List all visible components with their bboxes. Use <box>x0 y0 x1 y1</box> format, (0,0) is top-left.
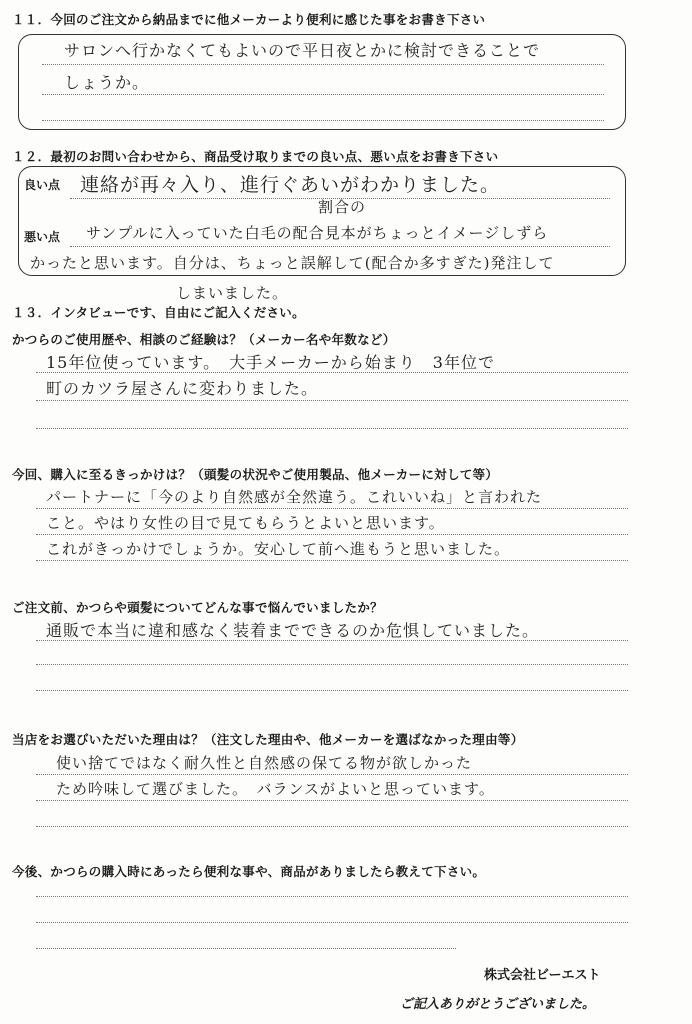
ruled-line <box>42 94 604 95</box>
company-name: 株式会社ビーエスト <box>484 968 601 983</box>
ruled-line <box>70 246 610 247</box>
sub-question-worries: ご注文前、かつらや頭髪についてどんな事で悩んでいましたか？ <box>12 600 383 615</box>
good-point-answer: 連絡が再々入り、進行ぐあいがわかりました。 <box>80 174 501 196</box>
thanks-message: ご記入ありがとうございました。 <box>400 997 596 1012</box>
answer-line: 使い捨てではなく耐久性と自然感の保てる物が欲しかった <box>56 754 473 772</box>
ruled-line <box>36 640 628 641</box>
ruled-line <box>36 372 628 373</box>
ruled-line <box>36 664 628 665</box>
question-text: インタビューです、自由にご記入ください。 <box>50 305 305 320</box>
answer-line: しょうか。 <box>64 73 150 92</box>
answer-line: ため吟味して選びました。 バランスがよいと思っています。 <box>56 780 495 798</box>
answer-line: これがきっかけでしょうか。安心して前へ進もうと思いました。 <box>46 540 511 558</box>
ruled-line <box>36 826 628 827</box>
ruled-line <box>36 508 628 509</box>
bad-point-answer-line: サンプルに入っていた白毛の配合見本がちょっとイメージしずら <box>86 224 549 242</box>
handwritten-insert: 割合の <box>318 198 367 216</box>
sub-question-reason-for-choice: 当店をお選びいただいた理由は？（注文した理由や、他メーカーを選ばなかった理由等） <box>12 732 524 747</box>
answer-line: 町のカツラ屋さんに変わりました。 <box>46 379 319 398</box>
answer-line: サロンへ行かなくてもよいので平日夜とかに検討できることで <box>64 41 541 60</box>
sub-question-purchase-trigger: 今回、購入に至るきっかけは？（頭髪の状況やご使用製品、他メーカーに対して等） <box>12 467 499 482</box>
answer-line: 通販で本当に違和感なく装着までできるのか危惧していました。 <box>46 621 540 640</box>
sub-question-suggestions: 今後、かつらの購入時にあったら便利な事や、商品がありましたら教えて下さい。 <box>12 864 486 879</box>
bad-point-answer-line: かったと思います。自分は、ちょっと誤解して(配合か多すぎた)発注して <box>30 254 555 272</box>
ruled-line <box>36 428 628 429</box>
good-point-label: 良い点 <box>24 178 61 192</box>
ruled-line <box>36 800 628 801</box>
question-text: 最初のお問い合わせから、商品受け取りまでの良い点、悪い点をお書き下さい <box>50 149 499 164</box>
question-number: １２． <box>12 149 51 164</box>
sub-question-usage-history: かつらのご使用歴や、相談のご経験は？（メーカー名や年数など） <box>12 332 396 347</box>
answer-line: 15年位使っています。 大手メーカーから始まり 3年位で <box>46 353 495 372</box>
ruled-line <box>36 560 628 561</box>
bad-point-answer-line: しまいました。 <box>176 284 289 302</box>
ruled-line <box>36 690 628 691</box>
ruled-line <box>42 64 604 65</box>
question-number: １３． <box>12 305 51 320</box>
ruled-line <box>36 400 628 401</box>
answer-line: パートナーに「今のより自然感が全然違う。これいいね」と言われた <box>46 488 543 506</box>
question-11 <box>12 10 485 28</box>
ruled-line <box>36 534 628 535</box>
ruled-line <box>36 922 628 923</box>
question-text: 今回のご注文から納品までに他メーカーより便利に感じた事をお書き下さい <box>50 12 486 27</box>
question-12 <box>12 147 498 165</box>
answer-line: こと。やはり女性の目で見てもらうとよいと思います。 <box>46 514 445 532</box>
question-number: １１． <box>12 12 51 27</box>
ruled-line <box>42 120 604 121</box>
question-13 <box>12 303 305 321</box>
ruled-line <box>36 948 456 949</box>
ruled-line <box>36 896 628 897</box>
bad-point-label: 悪い点 <box>24 230 61 244</box>
ruled-line <box>36 774 628 775</box>
